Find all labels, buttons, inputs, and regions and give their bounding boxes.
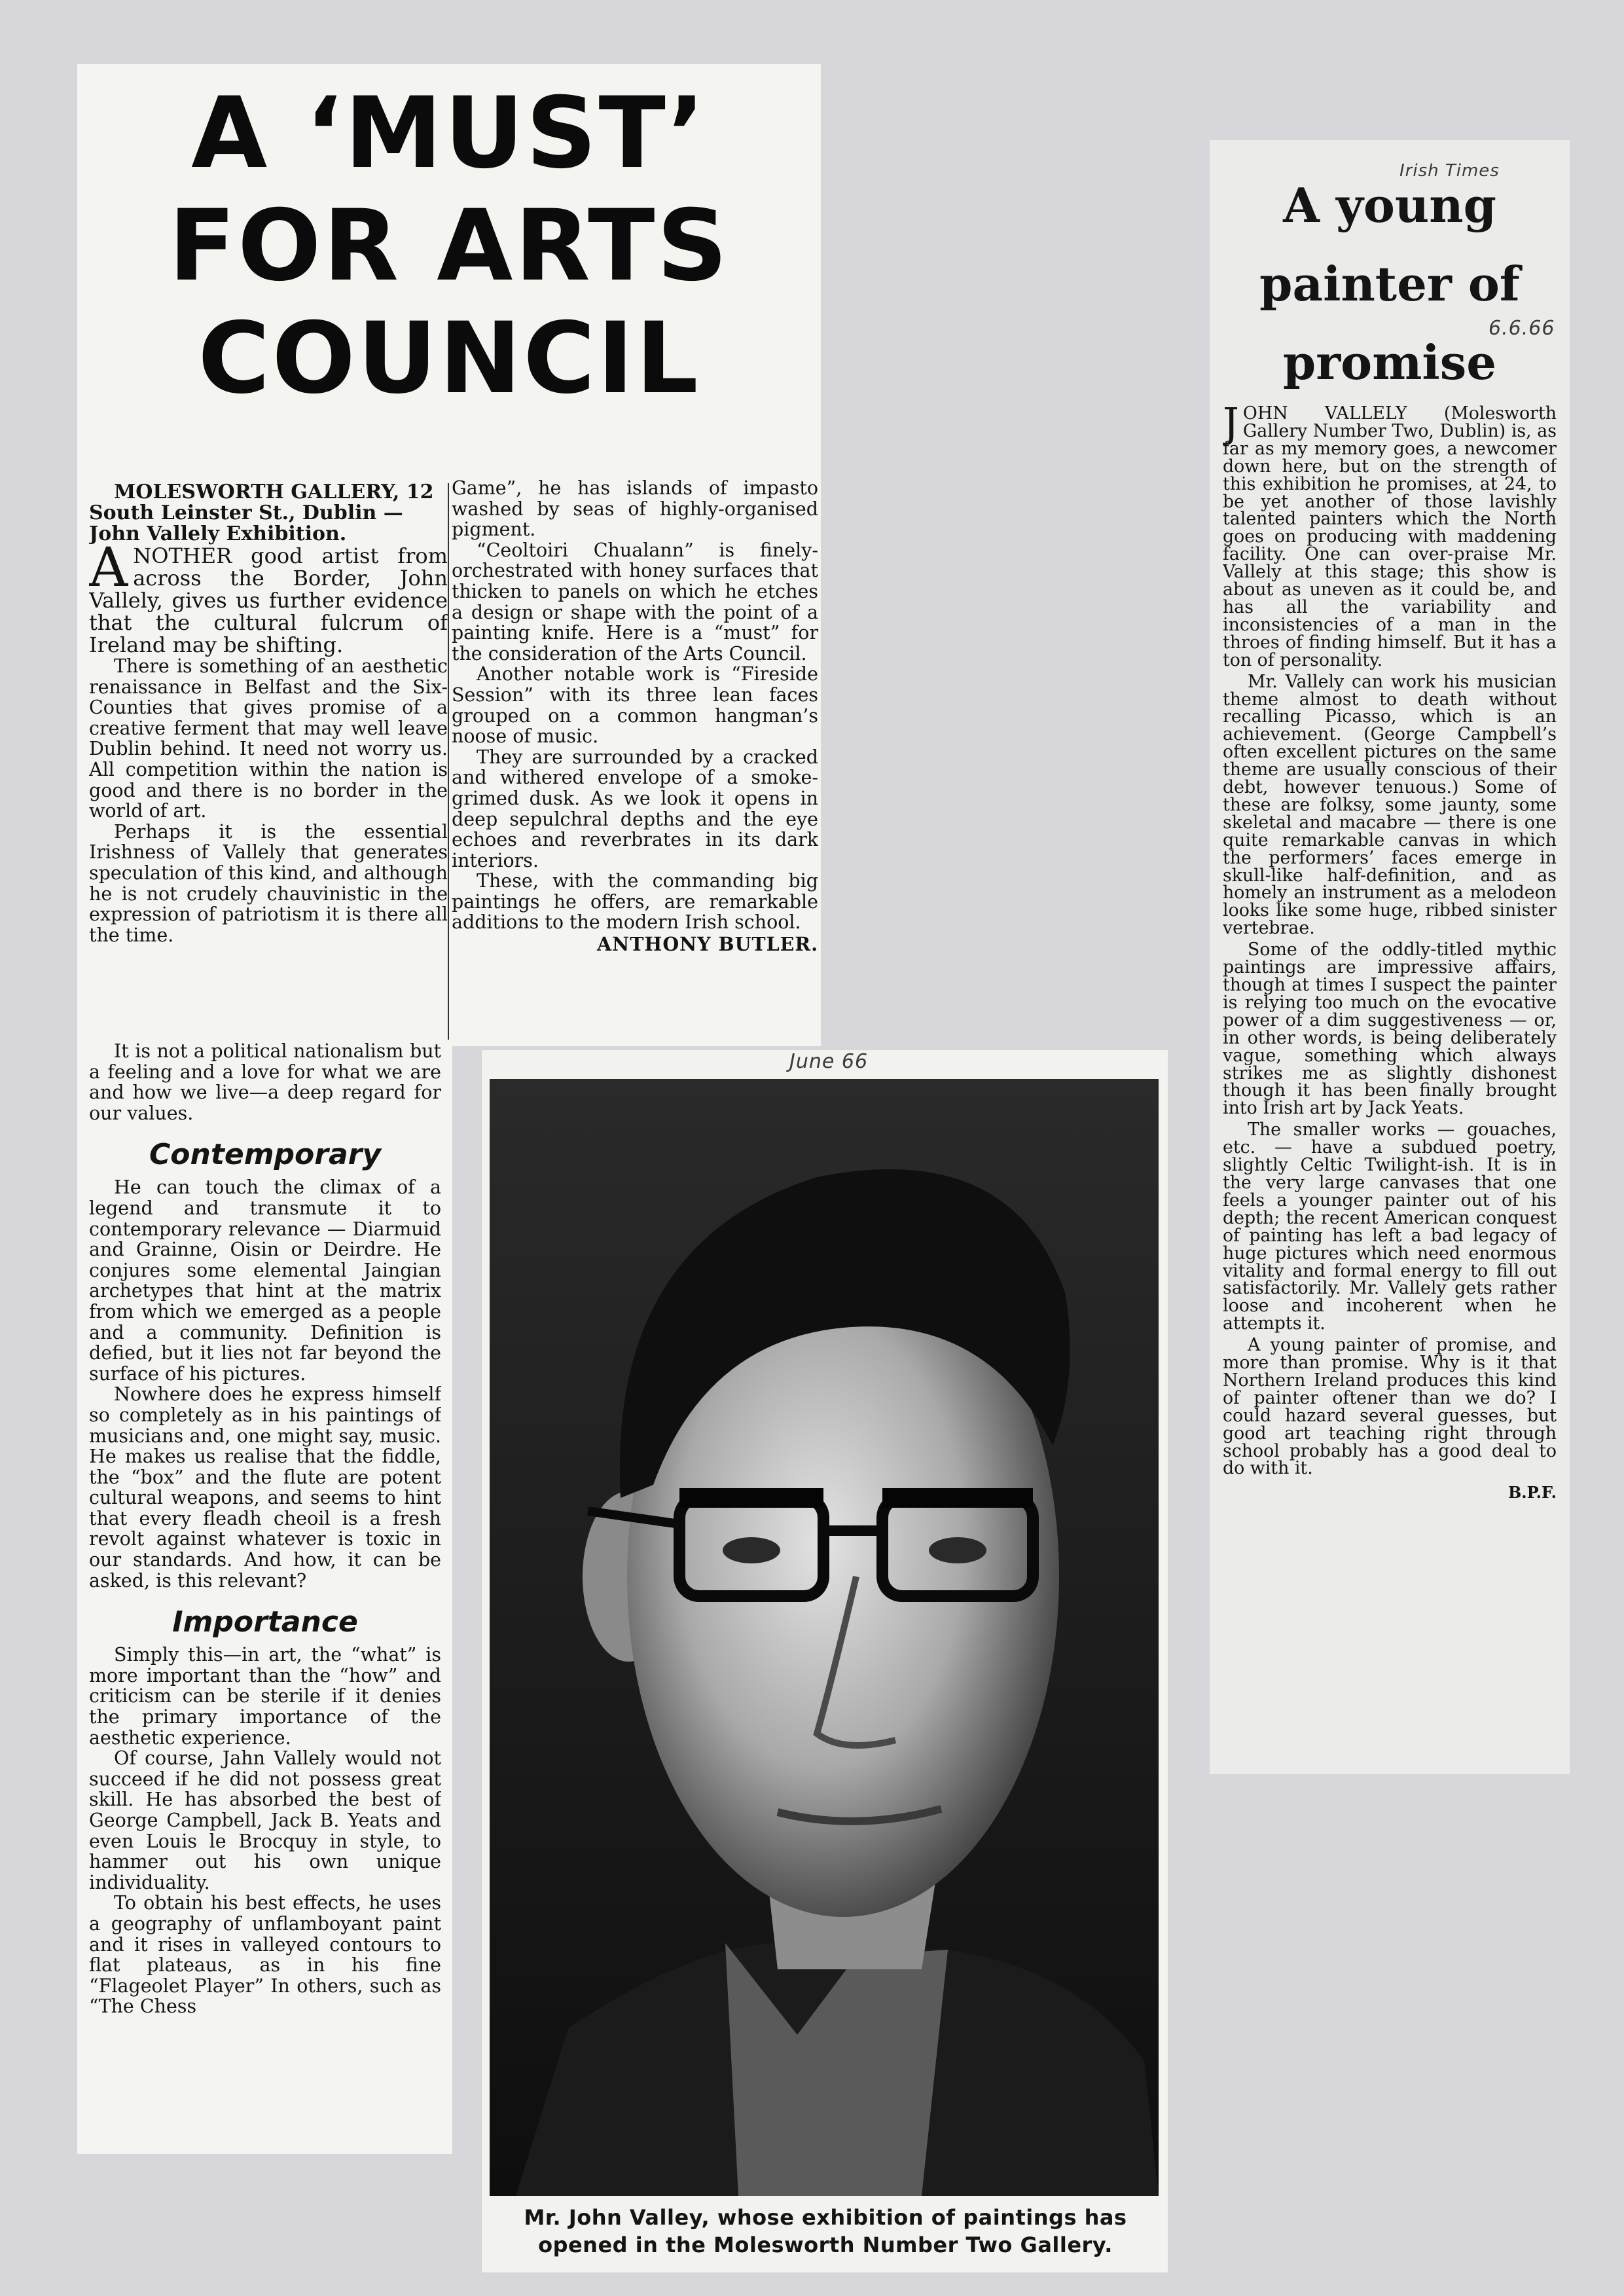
subheading-contemporary: Contemporary: [149, 1138, 382, 1172]
handwritten-source-note: Irish Times: [1399, 161, 1500, 181]
paragraph: Game”, he has islands of impasto washed by seas of highly-organised pigment.: [452, 478, 818, 541]
paragraph: Simply this—in art, the “what” is more important than the “how” and criticism can be sterile if it denies the primary importance of the aesthetic experience.: [89, 1644, 441, 1749]
photo-caption: [495, 2204, 1156, 2259]
article-lead-paragraph: ANOTHER good artist from across the Border, John Vallely, gives us further evidence that the cultural fulcrum of Ireland may be shifting.: [89, 537, 448, 657]
clipping-portrait-photo: [482, 1050, 1168, 2272]
drop-cap: J: [1223, 405, 1239, 446]
drop-cap: A: [89, 537, 128, 599]
paragraph: There is something of an aesthetic renaissance in Belfast and the Six-Counties that gives promise of a creative ferment that may well leave Dublin behind. It need not worry us. All competition within the nation is good and there is no border in the world of art.: [89, 655, 448, 822]
paragraph: These, with the commanding big paintings he offers, are remarkable additions to the modern Irish school.: [452, 870, 818, 934]
paragraph: To obtain his best effects, he uses a geography of unflamboyant paint and it rises in valleyed contours to flat plateaus, as in his fine “Flageolet Player” In others, such as “The Chess: [89, 1892, 441, 2018]
paragraph: Another notable work is “Fireside Session” with its three lean faces grouped on a common hangman’s noose of music.: [452, 663, 818, 748]
paragraph: He can touch the climax of a legend and transmute it to contemporary relevance — Diarmuid and Grainne, Oisin or Deirdre. He conjures some elemental Jaingian archetypes that hint at the matrix from which we emerged as a people and a community. Definition is defied, but it lies not far beyond the surface of his pictures.: [89, 1176, 441, 1385]
paragraph: Nowhere does he express himself so completely as in his paintings of musicians and, one might say, music. He makes us realise that the fiddle, the “box” and the flute are potent cultural weapons, and seems to hint that every fleadh cheoil is a fresh revolt against whatever is toxic in our standards. And how, it can be asked, is this relevant?: [89, 1383, 441, 1592]
article-column-1-top: [89, 482, 448, 1042]
article-dateline: MOLESWORTH GALLERY, 12 South Leinster St., Dublin —John Vallely Exhibition.: [89, 482, 434, 545]
paragraph: JOHN VALLELY (Molesworth Gallery Number Two, Dublin) is, as far as my memory goes, a newcomer down here, but on the strength of this exhibition he promises, at 24, to be yet another of those lavishly talented painters which the North goes on producing with maddening facility. One can over-praise Mr. Vallely at this stage; this show is about as uneven as it could be, and has all the variability and inconsistencies of a man in the throes of finding himself. But it has a ton of personality.: [1223, 405, 1557, 670]
title-line-2: painter of: [1259, 256, 1520, 312]
headline-line-1: A ‘MUST’: [191, 77, 707, 191]
paragraph: Some of the oddly-titled mythic paintings are impressive affairs, though at times I suspect the painter is relying too much on the evocative power of a dim suggestiveness — or, in other words, is being deliberately vague, something which always strikes me as slightly dishonest though it has been finally brought into Irish art by Jack Yeats.: [1223, 939, 1557, 1119]
subheading-importance: Importance: [172, 1605, 358, 1639]
article-title: [1210, 166, 1570, 402]
portrait-illustration: [490, 1079, 1159, 2196]
paragraph: Of course, Jahn Vallely would not succeed if he did not possess great skill. He has absorbed the best of George Campbell, Jack B. Yeats and even Louis le Brocquy in style, to hammer out his own unique individuality.: [89, 1747, 441, 1893]
paragraph: They are surrounded by a cracked and withered envelope of a smoke-grimed dusk. As we look it opens in deep sepulchral depths and the eye echoes and reverbrates in its dark interiors.: [452, 746, 818, 871]
clipping-arts-council-continuation: [77, 1041, 452, 2154]
paragraph: It is not a political nationalism but a feeling and a love for what we are and how we live—a deep regard for our values.: [89, 1041, 441, 1124]
portrait-photo: [490, 1079, 1159, 2196]
paragraph: “Ceoltoiri Chualann” is finely-orchestrated with honey surfaces that thicken to panels on which he etches a design or shape with the point of a painting knife. Here is a “must” for the consideration of the Arts Council.: [452, 539, 818, 665]
article-byline: ANTHONY BUTLER.: [597, 933, 818, 956]
clipping-young-painter-article: [1210, 140, 1570, 1774]
caption-line-2: opened in the Molesworth Number Two Gallery.: [538, 2232, 1113, 2257]
article-body: [1223, 405, 1557, 1767]
handwritten-date-note: 6.6.66: [1489, 317, 1555, 340]
handwritten-date-note: June 66: [789, 1050, 869, 1073]
title-line-3: promise: [1282, 335, 1497, 390]
left-eye: [723, 1537, 780, 1563]
article-column-2: [452, 478, 818, 1046]
paragraph: Perhaps it is the essential Irishness of Vallely that generates speculation of this kind, and although he is not crudely chauvinistic in the expression of patriotism it is there all the time.: [89, 820, 448, 946]
headline-line-3: COUNCIL: [198, 302, 700, 416]
title-line-1: A young: [1283, 177, 1496, 233]
clipping-arts-council-article: [77, 64, 821, 1046]
paragraph: Mr. Vallely can work his musician theme almost to death without recalling Picasso, which is an achievement. (George Campbell’s often excellent pictures on the same theme are usually conscious of their debt, however tenuous.) Some of these are folksy, some jaunty, some skeletal and macabre — there is one quite remarkable canvas in which the performers’ faces emerge in skull-like half-definition, and as homely an instrument as a melodeon looks like some huge, ribbed sinister vertebrae.: [1223, 671, 1557, 939]
article-headline: [77, 77, 821, 415]
right-eye: [929, 1537, 986, 1563]
paragraph: The smaller works — gouaches, etc. — have a subdued poetry, slightly Celtic Twilight-ish. It is in the very large canvases that one feels a younger painter out of his depth; the recent American conquest of painting has left a bad legacy of huge pictures which need enormous vitality and formal energy to fill out satisfactorily. Mr. Vallely gets rather loose and incoherent when he attempts it.: [1223, 1120, 1557, 1334]
headline-line-2: FOR ARTS: [168, 189, 730, 303]
column-rule: [448, 483, 449, 1040]
caption-line-1: Mr. John Valley, whose exhibition of paintings has: [524, 2205, 1127, 2230]
article-signature: B.P.F.: [1507, 1483, 1557, 1503]
article-column-1-bottom: [89, 1041, 441, 2154]
paragraph: A young painter of promise, and more than promise. Why is it that Northern Ireland produces this kind of painter oftener than we do? I could hazard several guesses, but good art teaching right through school probably has a good deal to do with it.: [1223, 1335, 1557, 1479]
